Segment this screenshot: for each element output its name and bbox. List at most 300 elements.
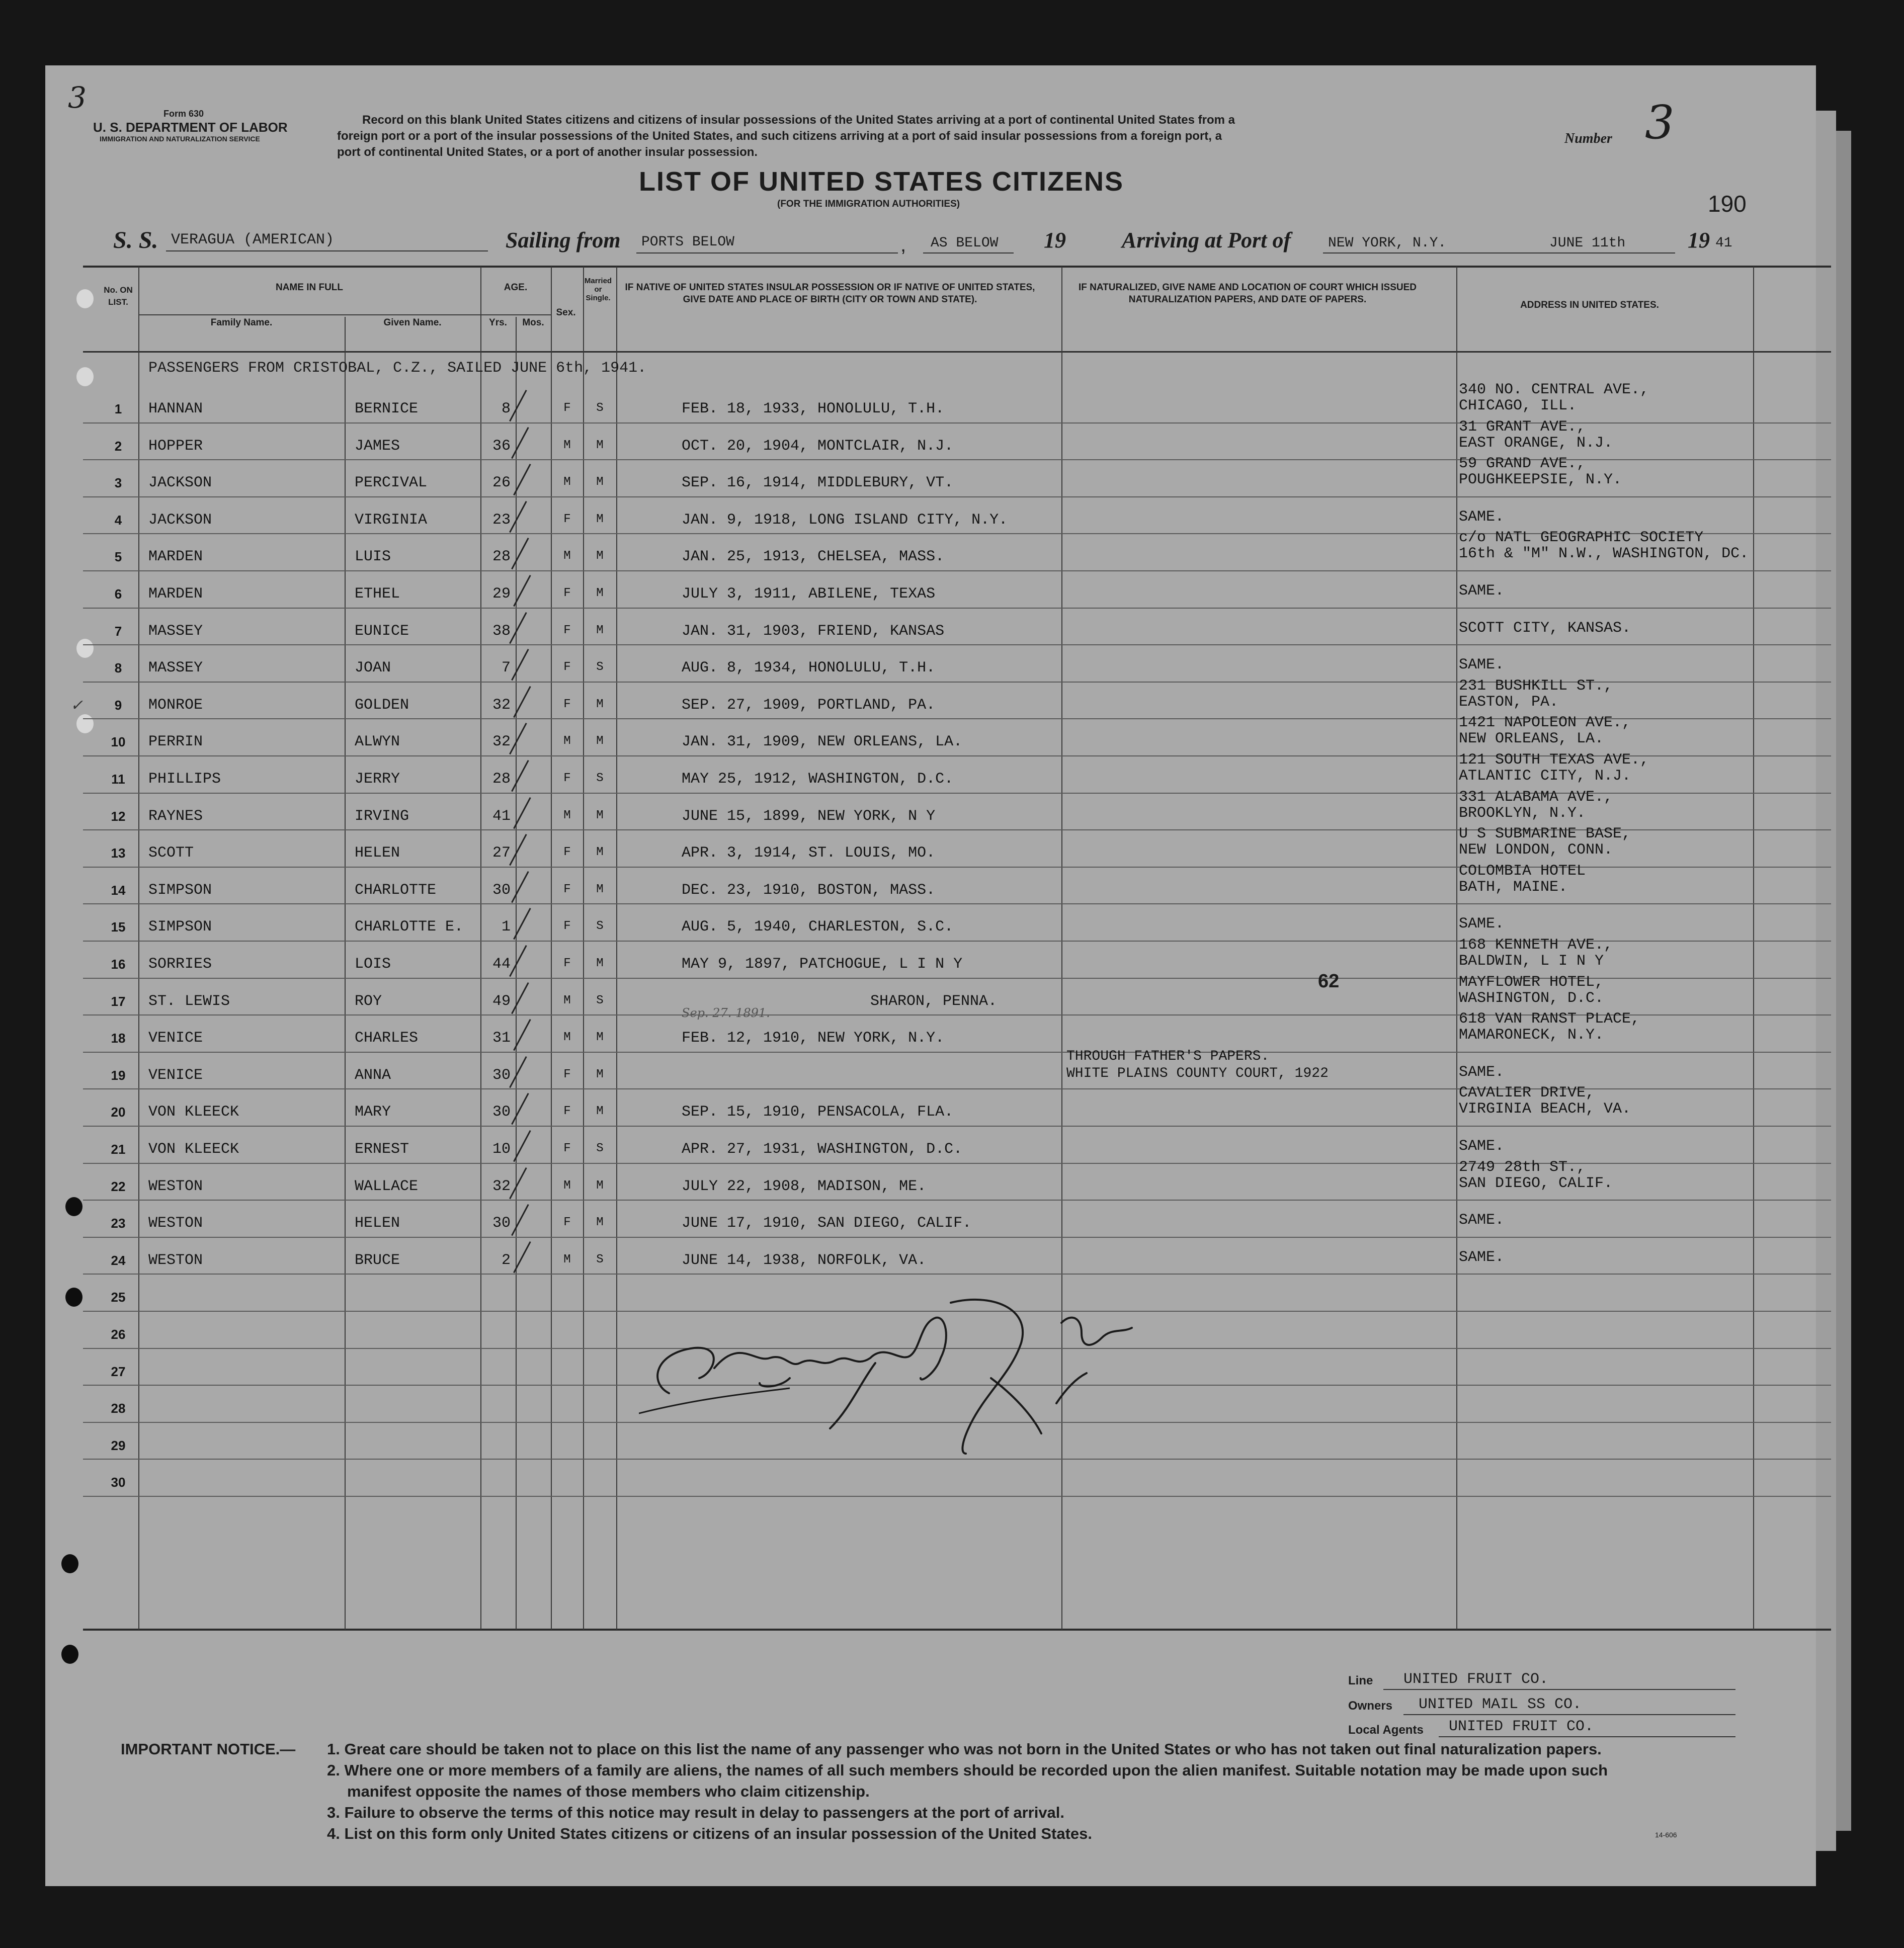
sex: F — [563, 1142, 571, 1155]
birth-date-place: SHARON, PENNA. — [870, 992, 998, 1010]
age-years: 23 — [492, 511, 511, 529]
age-years: 49 — [492, 992, 511, 1010]
address-line-2: SAME. — [1459, 1063, 1505, 1081]
check-slash — [511, 1204, 529, 1236]
given-name: ANNA — [355, 1066, 391, 1084]
age-years: 38 — [492, 622, 511, 640]
ss-label: S. S. — [113, 227, 158, 253]
address-line-1: U S SUBMARINE BASE, — [1459, 825, 1631, 843]
manifest-page — [45, 65, 1816, 1886]
arrival-year-prefix: 19 — [1688, 228, 1710, 252]
family-name: VENICE — [148, 1030, 203, 1047]
birth-date-place: OCT. 20, 1904, MONTCLAIR, N.J. — [682, 437, 954, 455]
sex: F — [563, 660, 571, 674]
marital-status: S — [596, 772, 604, 785]
agents-label: Local Agents — [1348, 1723, 1424, 1737]
address-line-2: MAMARONECK, N.Y. — [1459, 1027, 1604, 1044]
address-line-2: SCOTT CITY, KANSAS. — [1459, 619, 1631, 637]
arrival-date: JUNE 11th — [1549, 235, 1626, 251]
age-years: 7 — [501, 659, 511, 677]
age-years: 30 — [492, 1104, 511, 1121]
birth-date-place: JULY 22, 1908, MADISON, ME. — [682, 1177, 927, 1195]
given-name: CHARLOTTE E. — [355, 918, 464, 936]
sex: M — [563, 438, 571, 452]
age-years: 30 — [492, 1215, 511, 1232]
row-rule — [83, 1496, 1831, 1497]
given-name: LOIS — [355, 956, 391, 973]
corner-mark: 3 — [68, 80, 87, 115]
age-years: 28 — [492, 548, 511, 566]
table-top-border — [83, 266, 1831, 268]
birth-date-place: JAN. 31, 1903, FRIEND, KANSAS — [682, 622, 945, 640]
form-number: Form 630 — [163, 109, 204, 119]
marital-status: S — [596, 1252, 604, 1266]
row-number: 3 — [114, 475, 122, 491]
address-line-2: ATLANTIC CITY, N.J. — [1459, 768, 1631, 785]
address-line-2: BROOKLYN, N.Y. — [1459, 804, 1586, 822]
row-number: 22 — [111, 1178, 126, 1194]
family-name: SIMPSON — [148, 881, 212, 899]
row-number: 9 — [114, 697, 122, 713]
header-yrs: Yrs. — [489, 317, 507, 328]
header-married-single: Married or Single. — [584, 277, 612, 302]
address-line-1: 231 BUSHKILL ST., — [1459, 677, 1613, 695]
check-slash — [511, 538, 529, 569]
given-name: IRVING — [355, 807, 409, 825]
address-line-1: 2749 28th ST., — [1459, 1158, 1586, 1176]
marital-status: M — [596, 808, 604, 822]
punch-hole — [65, 1197, 82, 1216]
header-address: ADDRESS IN UNITED STATES. — [1520, 300, 1659, 310]
address-line-2: NEW LONDON, CONN. — [1459, 841, 1613, 859]
line-label: Line — [1348, 1674, 1373, 1687]
row-number: 19 — [111, 1067, 126, 1083]
notice-1: 1. Great care should be taken not to place on this list the name of any passenger who was not born in the United States or who has not taken out final naturalization papers. — [327, 1740, 1602, 1758]
sex: F — [563, 623, 571, 637]
address-line-2: NEW ORLEANS, LA. — [1459, 730, 1604, 748]
record-instructions-3: port of continental United States, or a port of another insular possession. — [337, 145, 758, 159]
birth-date-place: APR. 3, 1914, ST. LOUIS, MO. — [682, 844, 936, 862]
punch-hole — [76, 289, 94, 308]
age-years: 36 — [492, 437, 511, 455]
sailing-from-label: Sailing from — [506, 228, 621, 252]
given-name: PERCIVAL — [355, 474, 428, 492]
check-slash — [509, 834, 527, 866]
header-mos: Mos. — [522, 317, 544, 328]
given-name: VIRGINIA — [355, 511, 428, 529]
header-name-in-full: NAME IN FULL — [275, 282, 344, 293]
family-name: MARDEN — [148, 585, 203, 603]
address-line-2: BATH, MAINE. — [1459, 878, 1568, 896]
family-name: SORRIES — [148, 956, 212, 973]
owners-value: UNITED MAIL SS CO. — [1419, 1696, 1582, 1713]
row-number: 10 — [111, 734, 126, 750]
age-years: 32 — [492, 733, 511, 751]
punch-hole — [65, 1288, 82, 1307]
marital-status: M — [596, 957, 604, 970]
given-name: BERNICE — [355, 400, 419, 417]
birth-date-place: JULY 3, 1911, ABILENE, TEXAS — [682, 585, 936, 603]
sex: M — [563, 1031, 571, 1045]
arrival-port: NEW YORK, N.Y. — [1328, 235, 1447, 251]
birth-date-place: AUG. 8, 1934, HONOLULU, T.H. — [682, 659, 936, 677]
underline — [1323, 252, 1675, 253]
family-name: WESTON — [148, 1215, 203, 1232]
family-name: VENICE — [148, 1066, 203, 1084]
family-name: JACKSON — [148, 474, 212, 492]
notice-2a: 2. Where one or more members of a family are aliens, the names of all such members should be recorded upon the alien manifest. Suitable notation may be made upon such — [327, 1761, 1608, 1779]
column-divider — [480, 267, 481, 1630]
header-family-name: Family Name. — [210, 317, 273, 328]
punch-hole — [76, 367, 94, 386]
row-number: 21 — [111, 1142, 126, 1157]
birth-date-place: JUNE 15, 1899, NEW YORK, N Y — [682, 807, 936, 825]
marital-status: M — [596, 512, 604, 526]
given-name: JERRY — [355, 771, 400, 788]
check-slash — [509, 723, 527, 754]
row-number: 5 — [114, 549, 122, 565]
address-line-2: EAST ORANGE, N.J. — [1459, 434, 1613, 452]
punch-hole — [76, 639, 94, 658]
given-name: ERNEST — [355, 1141, 409, 1158]
sex: F — [563, 586, 571, 600]
marital-status: M — [596, 734, 604, 748]
service: IMMIGRATION AND NATURALIZATION SERVICE — [100, 135, 260, 143]
address-line-1: COLOMBIA HOTEL — [1459, 862, 1586, 880]
marital-status: M — [596, 1067, 604, 1081]
row-number: 12 — [111, 808, 126, 824]
section-note: PASSENGERS FROM CRISTOBAL, C.Z., SAILED JUNE 6th, 1941. — [148, 360, 647, 377]
naturalization-court: THROUGH FATHER'S PAPERS. — [1066, 1048, 1270, 1064]
sex: F — [563, 1067, 571, 1081]
sex: F — [563, 401, 571, 415]
address-line-2: POUGHKEEPSIE, N.Y. — [1459, 471, 1622, 489]
header-sex: Sex. — [556, 307, 576, 318]
row-rule — [83, 1237, 1831, 1238]
check-slash — [509, 390, 527, 421]
form-code: 14-606 — [1655, 1831, 1677, 1839]
column-divider — [345, 317, 346, 1630]
given-name: CHARLOTTE — [355, 881, 437, 899]
comma: , — [900, 234, 906, 256]
address-line-1: 331 ALABAMA AVE., — [1459, 788, 1613, 806]
check-slash — [509, 1167, 527, 1199]
sex: F — [563, 882, 571, 896]
age-years: 26 — [492, 474, 511, 492]
address-line-2: BALDWIN, L I N Y — [1459, 953, 1604, 970]
inspector-signature — [639, 1262, 1303, 1474]
age-years: 30 — [492, 881, 511, 899]
check-slash — [509, 501, 527, 533]
family-name: VON KLEECK — [148, 1104, 239, 1121]
arrival-year-suffix: 41 — [1715, 235, 1732, 251]
marital-status: M — [596, 1031, 604, 1045]
age-years: 32 — [492, 1177, 511, 1195]
column-divider — [138, 267, 139, 1630]
sailing-from-value: PORTS BELOW — [641, 234, 734, 250]
address-line-2: WASHINGTON, D.C. — [1459, 989, 1604, 1007]
row-number: 24 — [111, 1252, 126, 1268]
row-number: 14 — [111, 882, 126, 898]
address-line-1: MAYFLOWER HOTEL, — [1459, 973, 1604, 991]
marital-status: M — [596, 1178, 604, 1193]
row-number: 26 — [111, 1327, 126, 1342]
given-name: ETHEL — [355, 585, 400, 603]
given-name: LUIS — [355, 548, 391, 566]
sex: F — [563, 1216, 571, 1230]
birth-date-place: FEB. 12, 1910, NEW YORK, N.Y. — [682, 1030, 945, 1047]
birth-date-place: JUNE 17, 1910, SAN DIEGO, CALIF. — [682, 1215, 972, 1232]
family-name: WESTON — [148, 1251, 203, 1269]
row-number: 1 — [114, 401, 122, 416]
address-line-2: SAME. — [1459, 656, 1505, 674]
age-years: 41 — [492, 807, 511, 825]
marital-status: S — [596, 993, 604, 1007]
marital-status: S — [596, 919, 604, 934]
age-years: 2 — [501, 1251, 511, 1269]
row-rule — [83, 1200, 1831, 1201]
address-line-2: SAME. — [1459, 582, 1505, 600]
given-name: CHARLES — [355, 1030, 419, 1047]
address-line-1: 340 NO. CENTRAL AVE., — [1459, 381, 1649, 398]
marital-status: M — [596, 1105, 604, 1119]
sex: M — [563, 808, 571, 822]
page-subtitle: (FOR THE IMMIGRATION AUTHORITIES) — [777, 199, 960, 209]
sex: M — [563, 1178, 571, 1193]
family-name: WESTON — [148, 1177, 203, 1195]
check-slash — [511, 427, 529, 459]
marital-status: M — [596, 1216, 604, 1230]
row-rule — [83, 644, 1831, 645]
sex: F — [563, 845, 571, 860]
given-name: EUNICE — [355, 622, 409, 640]
page-title: LIST OF UNITED STATES CITIZENS — [639, 166, 1124, 197]
given-name: WALLACE — [355, 1177, 419, 1195]
family-name: SCOTT — [148, 844, 194, 862]
family-name: MASSEY — [148, 622, 203, 640]
punch-hole — [61, 1554, 78, 1573]
family-name: VON KLEECK — [148, 1141, 239, 1158]
check-slash — [511, 1093, 529, 1125]
given-name: JAMES — [355, 437, 400, 455]
row-number: 4 — [114, 512, 122, 528]
marital-status: M — [596, 438, 604, 452]
age-years: 10 — [492, 1141, 511, 1158]
row-number: 25 — [111, 1290, 126, 1305]
row-rule — [83, 1052, 1831, 1053]
sex: M — [563, 734, 571, 748]
birth-date-place: SEP. 15, 1910, PENSACOLA, FLA. — [682, 1104, 954, 1121]
address-line-2: SAN DIEGO, CALIF. — [1459, 1174, 1613, 1192]
birth-date-place: SEP. 27, 1909, PORTLAND, PA. — [682, 696, 936, 714]
given-name: GOLDEN — [355, 696, 409, 714]
row-number: 8 — [114, 660, 122, 676]
sex: M — [563, 549, 571, 563]
address-line-1: 168 KENNETH AVE., — [1459, 937, 1613, 954]
age-years: 28 — [492, 771, 511, 788]
record-instructions-1: Record on this blank United States citizens and citizens of insular possessions of the United States arriving at a port of continental United States from a — [362, 113, 1235, 127]
birth-date-place: MAY 9, 1897, PATCHOGUE, L I N Y — [682, 956, 963, 973]
age-years: 29 — [492, 585, 511, 603]
family-name: MASSEY — [148, 659, 203, 677]
column-divider — [583, 267, 584, 1630]
sex: F — [563, 697, 571, 711]
handwritten-note: Sep. 27. 1891. — [682, 1006, 770, 1020]
check-slash — [511, 760, 529, 792]
number-label: Number — [1564, 131, 1612, 146]
notice-heading: IMPORTANT NOTICE.— — [121, 1740, 296, 1758]
age-years: 1 — [501, 918, 511, 936]
sex: M — [563, 993, 571, 1007]
ship-name: VERAGUA (AMERICAN) — [171, 231, 335, 248]
underline — [1439, 1736, 1735, 1737]
address-line-1: CAVALIER DRIVE, — [1459, 1084, 1595, 1102]
address-line-1: 31 GRANT AVE., — [1459, 418, 1586, 436]
naturalization-court: WHITE PLAINS COUNTY COURT, 1922 — [1066, 1065, 1329, 1081]
birth-date-place: MAY 25, 1912, WASHINGTON, D.C. — [682, 771, 954, 788]
family-name: MONROE — [148, 696, 203, 714]
punch-hole — [76, 714, 94, 733]
row-number: 30 — [111, 1475, 126, 1490]
sex: F — [563, 1105, 571, 1119]
age-years: 44 — [492, 956, 511, 973]
underline — [636, 252, 898, 253]
column-divider — [1753, 267, 1754, 1630]
row-rule — [83, 1126, 1831, 1127]
underline — [1403, 1714, 1735, 1715]
row-number: 18 — [111, 1031, 126, 1046]
row-number: 27 — [111, 1364, 126, 1379]
marital-status: S — [596, 401, 604, 415]
marital-status: M — [596, 623, 604, 637]
column-divider — [616, 267, 617, 1630]
header-given-name: Given Name. — [383, 317, 442, 328]
stamp-62: 62 — [1318, 971, 1340, 992]
notice-2b: manifest opposite the names of those members who claim citizenship. — [347, 1783, 870, 1800]
sex: M — [563, 1252, 571, 1266]
column-divider — [516, 317, 517, 1630]
header-naturalized: IF NATURALIZED, GIVE NAME AND LOCATION OF COURT WHICH ISSUED NATURALIZATION PAPERS, AND DATE OF PAPERS. — [1078, 282, 1417, 305]
address-line-2: SAME. — [1459, 915, 1505, 933]
age-years: 27 — [492, 844, 511, 862]
address-line-1: c/o NATL GEOGRAPHIC SOCIETY — [1459, 529, 1704, 547]
age-years: 32 — [492, 696, 511, 714]
row-number: 16 — [111, 957, 126, 972]
given-name: MARY — [355, 1104, 391, 1121]
punch-hole — [61, 1645, 78, 1664]
age-years: 31 — [492, 1030, 511, 1047]
row-number: 7 — [114, 623, 122, 639]
marital-status: M — [596, 845, 604, 860]
address-line-1: 59 GRAND AVE., — [1459, 455, 1586, 473]
row-number: 28 — [111, 1401, 126, 1416]
row-number: 20 — [111, 1105, 126, 1120]
sex: F — [563, 919, 571, 934]
address-line-1: 121 SOUTH TEXAS AVE., — [1459, 751, 1649, 769]
marital-status: S — [596, 660, 604, 674]
family-name: RAYNES — [148, 807, 203, 825]
birth-date-place: FEB. 18, 1933, HONOLULU, T.H. — [682, 400, 945, 417]
address-line-2: 16th & "M" N.W., WASHINGTON, DC. — [1459, 545, 1749, 563]
subheader-rule — [480, 314, 551, 315]
sex: F — [563, 512, 571, 526]
family-name: MARDEN — [148, 548, 203, 566]
row-number: 29 — [111, 1437, 126, 1453]
header-no: No. ON LIST. — [104, 285, 133, 307]
family-name: PERRIN — [148, 733, 203, 751]
notice-4: 4. List on this form only United States citizens or citizens of an insular possession of the United States. — [327, 1825, 1092, 1842]
marital-status: M — [596, 475, 604, 489]
check-slash — [509, 612, 527, 644]
subheader-rule — [138, 314, 480, 315]
address-line-2: CHICAGO, ILL. — [1459, 397, 1577, 414]
underline — [166, 250, 488, 251]
address-line-2: VIRGINIA BEACH, VA. — [1459, 1100, 1631, 1118]
row-number: 13 — [111, 845, 126, 861]
marital-status: M — [596, 586, 604, 600]
sex: F — [563, 772, 571, 785]
given-name: JOAN — [355, 659, 391, 677]
marital-status: M — [596, 549, 604, 563]
birth-date-place: JUNE 14, 1938, NORFOLK, VA. — [682, 1251, 927, 1269]
marital-status: S — [596, 1142, 604, 1155]
age-years: 30 — [492, 1066, 511, 1084]
address-line-2: EASTON, PA. — [1459, 693, 1559, 711]
tick-mark: ✓ — [70, 697, 84, 714]
check-slash — [511, 982, 529, 1014]
underline — [923, 252, 1014, 253]
birth-date-place: JAN. 25, 1913, CHELSEA, MASS. — [682, 548, 945, 566]
row-number: 6 — [114, 586, 122, 602]
family-name: HOPPER — [148, 437, 203, 455]
sailing-year: 19 — [1044, 228, 1066, 252]
family-name: PHILLIPS — [148, 771, 221, 788]
birth-date-place: SEP. 16, 1914, MIDDLEBURY, VT. — [682, 474, 954, 492]
address-line-2: SAME. — [1459, 1138, 1505, 1155]
check-slash — [509, 1056, 527, 1088]
row-number: 11 — [111, 772, 125, 787]
row-number: 2 — [114, 438, 122, 454]
notice-3: 3. Failure to observe the terms of this notice may result in delay to passengers at the port of arrival. — [327, 1804, 1065, 1821]
row-rule — [83, 903, 1831, 904]
family-name: SIMPSON — [148, 918, 212, 936]
sex: M — [563, 475, 571, 489]
column-divider — [551, 267, 552, 1630]
check-slash — [511, 871, 529, 903]
address-line-2: SAME. — [1459, 1248, 1505, 1266]
column-divider — [1456, 267, 1457, 1630]
address-line-2: SAME. — [1459, 1212, 1505, 1229]
sailing-date: AS BELOW — [931, 235, 999, 251]
number-value: 3 — [1645, 96, 1675, 149]
stamp-number: 190 — [1708, 191, 1747, 217]
family-name: JACKSON — [148, 511, 212, 529]
row-number: 15 — [111, 919, 126, 935]
check-slash — [511, 649, 529, 681]
birth-date-place: AUG. 5, 1940, CHARLESTON, S.C. — [682, 918, 954, 936]
address-line-1: 1421 NAPOLEON AVE., — [1459, 714, 1631, 732]
agents-value: UNITED FRUIT CO. — [1449, 1718, 1594, 1735]
given-name: HELEN — [355, 844, 400, 862]
row-rule — [83, 570, 1831, 571]
row-number: 17 — [111, 993, 126, 1009]
given-name: ALWYN — [355, 733, 400, 751]
given-name: BRUCE — [355, 1251, 400, 1269]
row-rule — [83, 496, 1831, 497]
record-instructions-2: foreign port or a port of the insular possessions of the United States, and such citizens arriving at a port of said insular possessions from a foreign port, a — [337, 129, 1222, 143]
age-years: 8 — [501, 400, 511, 417]
row-number: 23 — [111, 1216, 126, 1231]
